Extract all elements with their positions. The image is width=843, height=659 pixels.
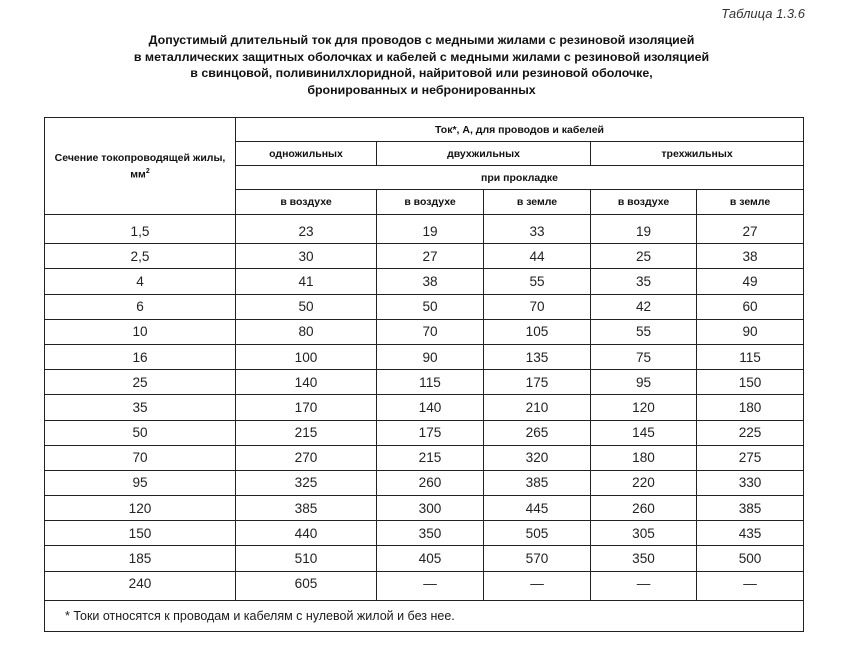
cell-cross-section: 50 — [45, 420, 236, 445]
caption-line: в металлических защитных оболочках и кабелей с медными жилами с резиновой изоляцией — [133, 49, 710, 64]
cell-three-air: 180 — [591, 445, 697, 470]
cell-two-air: 175 — [377, 420, 484, 445]
cell-two-ground: 44 — [484, 244, 591, 269]
cell-three-ground: 60 — [697, 294, 804, 319]
table-row — [45, 244, 804, 269]
cell-two-air: 70 — [377, 319, 484, 344]
table-row — [45, 269, 804, 294]
cell-two-air: 115 — [377, 370, 484, 395]
cell-two-ground: 265 — [484, 420, 591, 445]
table-row — [45, 319, 804, 344]
table-row — [45, 344, 804, 369]
cell-three-air: 145 — [591, 420, 697, 445]
cell-two-air: 300 — [377, 496, 484, 521]
cell-three-air: 25 — [591, 244, 697, 269]
header-laying: при прокладке — [236, 166, 804, 190]
cell-two-air: 260 — [377, 470, 484, 495]
cell-single-air: 30 — [236, 244, 377, 269]
cell-cross-section: 240 — [45, 571, 236, 600]
cell-three-ground: 275 — [697, 445, 804, 470]
cell-three-ground: 435 — [697, 521, 804, 546]
header-col-single-air: в воздухе — [236, 190, 377, 215]
cell-single-air: 270 — [236, 445, 377, 470]
cell-cross-section: 4 — [45, 269, 236, 294]
cell-cross-section: 70 — [45, 445, 236, 470]
header-cross-section — [45, 118, 236, 215]
table-row — [45, 470, 804, 495]
cell-three-air: 260 — [591, 496, 697, 521]
header-single-core: одножильных — [236, 142, 377, 166]
header-cross-section-unit-exponent: 2 — [145, 167, 150, 175]
cell-two-air: 19 — [377, 215, 484, 244]
cell-three-ground: 150 — [697, 370, 804, 395]
cell-cross-section: 10 — [45, 319, 236, 344]
header-col-three-air: в воздухе — [591, 190, 697, 215]
table-row — [45, 521, 804, 546]
cell-two-ground: 135 — [484, 344, 591, 369]
cell-three-ground: 38 — [697, 244, 804, 269]
cell-cross-section: 150 — [45, 521, 236, 546]
table-row — [45, 294, 804, 319]
cell-three-ground: 385 — [697, 496, 804, 521]
cell-two-air: 50 — [377, 294, 484, 319]
table-caption — [40, 32, 803, 98]
cell-three-air: 42 — [591, 294, 697, 319]
cell-three-air: — — [591, 571, 697, 600]
caption-line: в свинцовой, поливинилхлоридной, найритовой или резиновой оболочке, — [190, 66, 653, 80]
current-table — [44, 117, 804, 632]
cell-single-air: 100 — [236, 344, 377, 369]
cell-two-ground: 505 — [484, 521, 591, 546]
cell-three-ground: 330 — [697, 470, 804, 495]
table-row — [45, 395, 804, 420]
cell-two-air: 215 — [377, 445, 484, 470]
cell-single-air: 80 — [236, 319, 377, 344]
cell-cross-section: 25 — [45, 370, 236, 395]
header-cross-section-label: Сечение токопроводящей жилы, мм — [54, 151, 226, 181]
caption-line: бронированных и небронированных — [307, 82, 536, 97]
cell-three-ground: — — [697, 571, 804, 600]
cell-three-air: 305 — [591, 521, 697, 546]
cell-two-air: 140 — [377, 395, 484, 420]
cell-single-air: 140 — [236, 370, 377, 395]
header-col-two-ground: в земле — [484, 190, 591, 215]
cell-two-ground: 105 — [484, 319, 591, 344]
table-row — [45, 496, 804, 521]
cell-cross-section: 1,5 — [45, 215, 236, 244]
cell-cross-section: 2,5 — [45, 244, 236, 269]
cell-three-air: 55 — [591, 319, 697, 344]
cell-three-air: 75 — [591, 344, 697, 369]
cell-three-ground: 90 — [697, 319, 804, 344]
cell-two-air: 38 — [377, 269, 484, 294]
cell-two-ground: — — [484, 571, 591, 600]
table-body — [45, 215, 804, 632]
cell-three-ground: 49 — [697, 269, 804, 294]
cell-single-air: 510 — [236, 546, 377, 571]
table-row — [45, 571, 804, 600]
cell-single-air: 605 — [236, 571, 377, 600]
cell-cross-section: 95 — [45, 470, 236, 495]
cell-single-air: 41 — [236, 269, 377, 294]
table-row — [45, 445, 804, 470]
cell-three-air: 220 — [591, 470, 697, 495]
cell-two-air: 405 — [377, 546, 484, 571]
table-row — [45, 370, 804, 395]
cell-single-air: 170 — [236, 395, 377, 420]
cell-single-air: 215 — [236, 420, 377, 445]
cell-cross-section: 35 — [45, 395, 236, 420]
cell-two-ground: 175 — [484, 370, 591, 395]
table-row — [45, 546, 804, 571]
cell-three-air: 95 — [591, 370, 697, 395]
table-row — [45, 215, 804, 244]
cell-two-air: — — [377, 571, 484, 600]
cell-two-ground: 55 — [484, 269, 591, 294]
cell-two-ground: 210 — [484, 395, 591, 420]
cell-cross-section: 6 — [45, 294, 236, 319]
cell-three-ground: 115 — [697, 344, 804, 369]
cell-two-air: 27 — [377, 244, 484, 269]
header-col-two-air: в воздухе — [377, 190, 484, 215]
cell-three-air: 19 — [591, 215, 697, 244]
header-two-core: двухжильных — [377, 142, 591, 166]
cell-cross-section: 120 — [45, 496, 236, 521]
cell-cross-section: 16 — [45, 344, 236, 369]
cell-two-air: 350 — [377, 521, 484, 546]
cell-single-air: 23 — [236, 215, 377, 244]
header-three-core: трехжильных — [591, 142, 804, 166]
cell-two-ground: 320 — [484, 445, 591, 470]
cell-three-ground: 225 — [697, 420, 804, 445]
caption-line: Допустимый длительный ток для проводов с медными жилами с резиновой изоляцией — [148, 33, 695, 47]
cell-three-ground: 500 — [697, 546, 804, 571]
cell-single-air: 50 — [236, 294, 377, 319]
header-current: Ток*, А, для проводов и кабелей — [236, 118, 804, 142]
table-number: Таблица 1.3.6 — [721, 6, 805, 21]
footnote-row — [45, 600, 804, 631]
cell-two-ground: 445 — [484, 496, 591, 521]
cell-single-air: 325 — [236, 470, 377, 495]
cell-three-air: 120 — [591, 395, 697, 420]
cell-two-ground: 33 — [484, 215, 591, 244]
cell-three-air: 350 — [591, 546, 697, 571]
cell-single-air: 385 — [236, 496, 377, 521]
footnote: * Токи относятся к проводам и кабелям с нулевой жилой и без нее. — [45, 600, 804, 631]
cell-two-ground: 70 — [484, 294, 591, 319]
cell-three-ground: 27 — [697, 215, 804, 244]
cell-three-ground: 180 — [697, 395, 804, 420]
header-col-three-ground: в земле — [697, 190, 804, 215]
cell-two-ground: 570 — [484, 546, 591, 571]
cell-single-air: 440 — [236, 521, 377, 546]
cell-two-ground: 385 — [484, 470, 591, 495]
cell-two-air: 90 — [377, 344, 484, 369]
table-row — [45, 420, 804, 445]
cell-cross-section: 185 — [45, 546, 236, 571]
cell-three-air: 35 — [591, 269, 697, 294]
